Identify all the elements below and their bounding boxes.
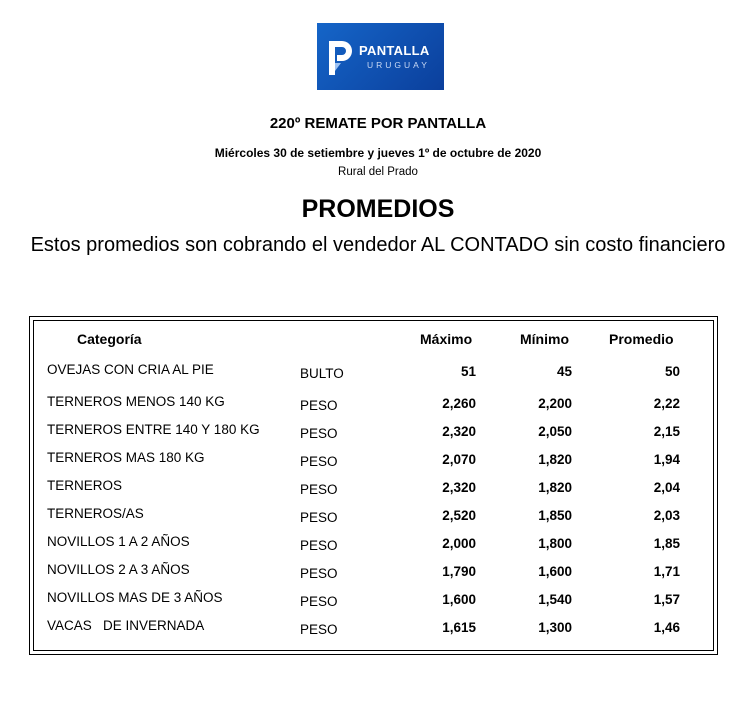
row-category: NOVILLOS 1 A 2 AÑOS <box>47 534 190 549</box>
row-min: 2,200 <box>538 396 572 411</box>
row-max: 1,600 <box>442 592 476 607</box>
row-min: 1,820 <box>538 452 572 467</box>
pantalla-p-icon <box>325 39 355 77</box>
row-category: TERNEROS/AS <box>47 506 144 521</box>
auction-title: 220º REMATE POR PANTALLA <box>269 115 487 132</box>
page-heading: PROMEDIOS <box>301 195 455 223</box>
row-min: 1,820 <box>538 480 572 495</box>
row-unit: PESO <box>300 566 338 581</box>
row-category: VACAS DE INVERNADA <box>47 618 205 633</box>
auction-place: Rural del Prado <box>338 166 418 178</box>
row-min: 45 <box>556 364 572 379</box>
payment-note: Estos promedios son cobrando el vendedor AL CONTADO sin costo financiero <box>30 234 726 256</box>
row-avg: 1,46 <box>653 620 680 635</box>
row-category: TERNEROS ENTRE 140 Y 180 KG <box>47 422 260 437</box>
auction-date: Miércoles 30 de setiembre y jueves 1º de octubre de 2020 <box>214 146 542 160</box>
row-unit: PESO <box>300 398 338 413</box>
row-unit: PESO <box>300 510 338 525</box>
row-avg: 50 <box>664 364 680 379</box>
row-avg: 2,04 <box>653 480 680 495</box>
row-min: 2,050 <box>538 424 572 439</box>
row-min: 1,850 <box>538 508 572 523</box>
row-max: 2,070 <box>442 452 476 467</box>
row-unit: PESO <box>300 594 338 609</box>
logo-sub-text: URUGUAY <box>367 60 430 70</box>
row-category: NOVILLOS 2 A 3 AÑOS <box>47 562 190 577</box>
row-unit: PESO <box>300 538 338 553</box>
row-category: NOVILLOS MAS DE 3 AÑOS <box>47 590 223 605</box>
row-max: 2,520 <box>442 508 476 523</box>
row-max: 2,320 <box>442 480 476 495</box>
row-unit: BULTO <box>300 366 344 381</box>
row-max: 2,260 <box>442 396 476 411</box>
row-unit: PESO <box>300 426 338 441</box>
row-unit: PESO <box>300 622 338 637</box>
row-avg: 1,85 <box>653 536 680 551</box>
row-max: 2,320 <box>442 424 476 439</box>
row-avg: 1,94 <box>653 452 680 467</box>
row-avg: 2,22 <box>653 396 680 411</box>
pantalla-uruguay-logo <box>317 23 444 90</box>
row-unit: PESO <box>300 454 338 469</box>
row-min: 1,800 <box>538 536 572 551</box>
row-category: TERNEROS <box>47 478 123 493</box>
row-max: 1,790 <box>442 564 476 579</box>
row-category: TERNEROS MENOS 140 KG <box>47 394 225 409</box>
row-max: 2,000 <box>442 536 476 551</box>
row-max: 51 <box>460 364 476 379</box>
row-avg: 2,15 <box>653 424 680 439</box>
row-min: 1,300 <box>538 620 572 635</box>
col-header-max: Máximo <box>420 331 473 347</box>
row-avg: 2,03 <box>653 508 680 523</box>
row-avg: 1,71 <box>653 564 680 579</box>
row-unit: PESO <box>300 482 338 497</box>
row-min: 1,600 <box>538 564 572 579</box>
row-category: OVEJAS CON CRIA AL PIE <box>47 362 214 377</box>
row-avg: 1,57 <box>653 592 680 607</box>
row-max: 1,615 <box>442 620 476 635</box>
col-header-avg: Promedio <box>609 331 674 347</box>
row-min: 1,540 <box>538 592 572 607</box>
row-category: TERNEROS MAS 180 KG <box>47 450 205 465</box>
logo-brand-text: PANTALLA <box>359 43 430 58</box>
col-header-category: Categoría <box>77 331 142 347</box>
col-header-min: Mínimo <box>520 331 569 347</box>
